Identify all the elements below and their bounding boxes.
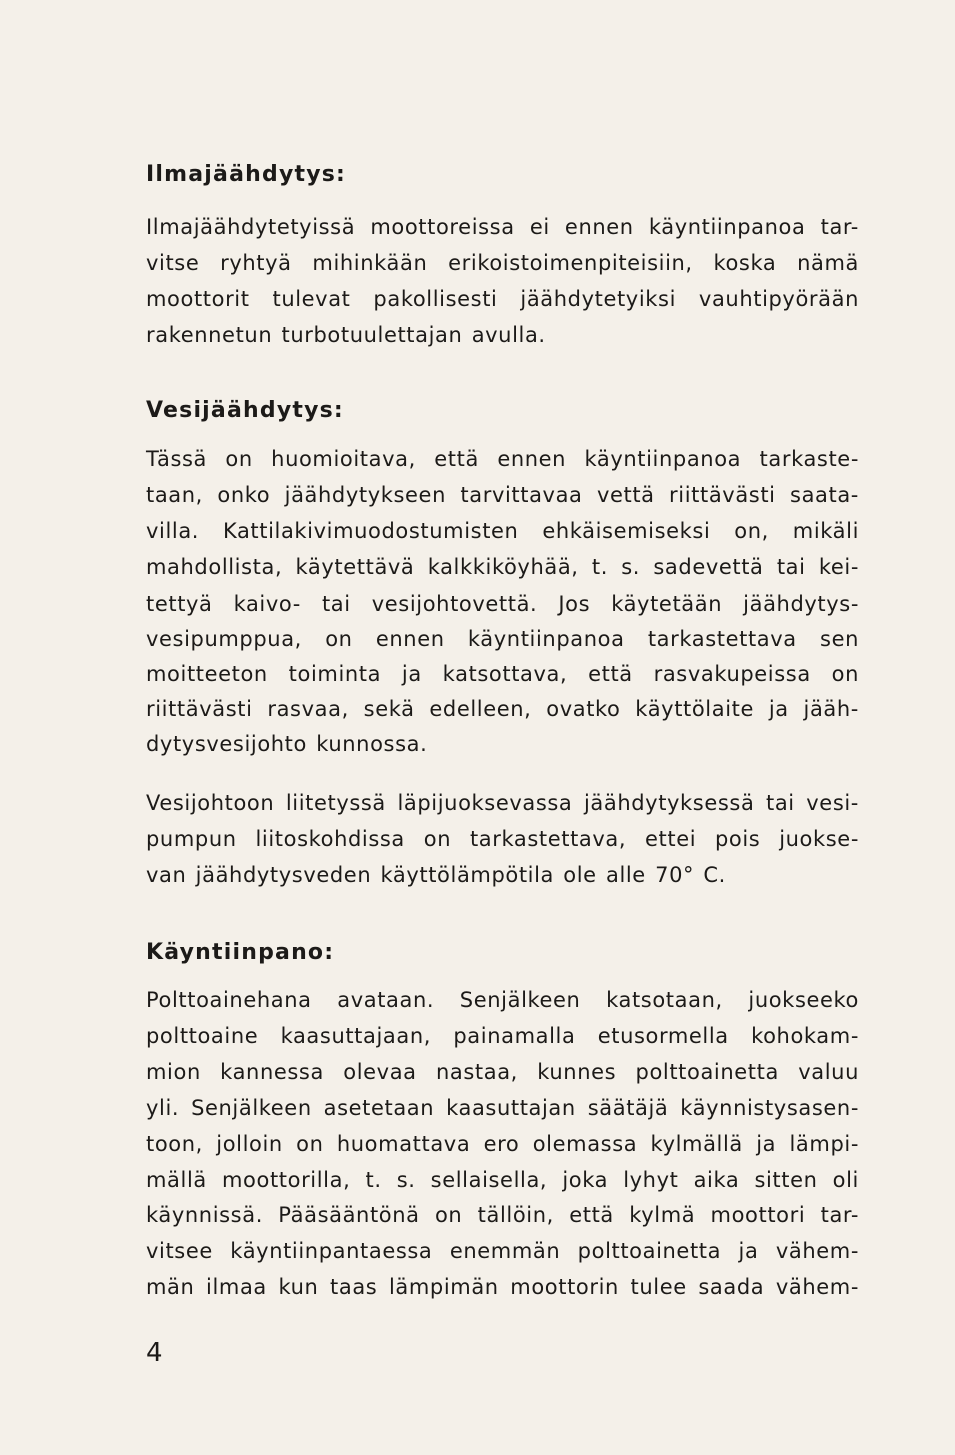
text-line: villa. Kattilakivimuodostumisten ehkäisemiseksi on, mikäli — [146, 519, 859, 543]
text-line: moitteeton toiminta ja katsottava, että rasvakupeissa on — [146, 662, 859, 686]
text-line: riittävästi rasvaa, sekä edelleen, ovatko käyttölaite ja jääh- — [146, 697, 859, 721]
text-line: rakennetun turbotuulettajan avulla. — [146, 323, 546, 347]
text-line: vitsee käyntiinpantaessa enemmän polttoainetta ja vähem- — [146, 1239, 859, 1263]
text-line: mahdollista, käytettävä kalkkiköyhää, t. s. sadevettä tai kei- — [146, 555, 859, 579]
page-number: 4 — [146, 1338, 163, 1368]
text-line: Polttoainehana avataan. Senjälkeen katsotaan, juokseeko — [146, 988, 859, 1012]
text-line: pumpun liitoskohdissa on tarkastettava, ettei pois juokse- — [146, 827, 859, 851]
section-heading-water-cooling: Vesijäähdytys: — [146, 398, 344, 423]
text-line: tettyä kaivo- tai vesijohtovettä. Jos käytetään jäähdytys- — [146, 592, 859, 616]
text-line: vesipumppua, on ennen käyntiinpanoa tarkastettava sen — [146, 627, 859, 651]
text-line: van jäähdytysveden käyttölämpötila ole alle 70° C. — [146, 863, 726, 887]
text-line: yli. Senjälkeen asetetaan kaasuttajan säätäjä käynnistysasen- — [146, 1096, 859, 1120]
section-heading-starting: Käyntiinpano: — [146, 940, 335, 965]
text-line: Tässä on huomioitava, että ennen käyntiinpanoa tarkaste- — [146, 447, 859, 471]
section-heading-air-cooling: Ilmajäähdytys: — [146, 162, 347, 187]
text-line: Vesijohtoon liitetyssä läpijuoksevassa jäähdytyksessä tai vesi- — [146, 791, 859, 815]
text-line: polttoaine kaasuttajaan, painamalla etusormella kohokam- — [146, 1024, 859, 1048]
text-line: mion kannessa olevaa nastaa, kunnes polttoainetta valuu — [146, 1060, 859, 1084]
text-line: moottorit tulevat pakollisesti jäähdytetyiksi vauhtipyörään — [146, 287, 859, 311]
text-line: taan, onko jäähdytykseen tarvittavaa vettä riittävästi saata- — [146, 483, 859, 507]
text-line: dytysvesijohto kunnossa. — [146, 732, 428, 756]
text-line: vitse ryhtyä mihinkään erikoistoimenpiteisiin, koska nämä — [146, 251, 859, 275]
text-line: Ilmajäähdytetyissä moottoreissa ei ennen käyntiinpanoa tar- — [146, 215, 859, 239]
text-line: män ilmaa kun taas lämpimän moottorin tulee saada vähem- — [146, 1275, 859, 1299]
text-line: käynnissä. Pääsääntönä on tällöin, että kylmä moottori tar- — [146, 1203, 859, 1227]
text-line: mällä moottorilla, t. s. sellaisella, joka lyhyt aika sitten oli — [146, 1168, 859, 1192]
text-line: toon, jolloin on huomattava ero olemassa kylmällä ja lämpi- — [146, 1132, 859, 1156]
